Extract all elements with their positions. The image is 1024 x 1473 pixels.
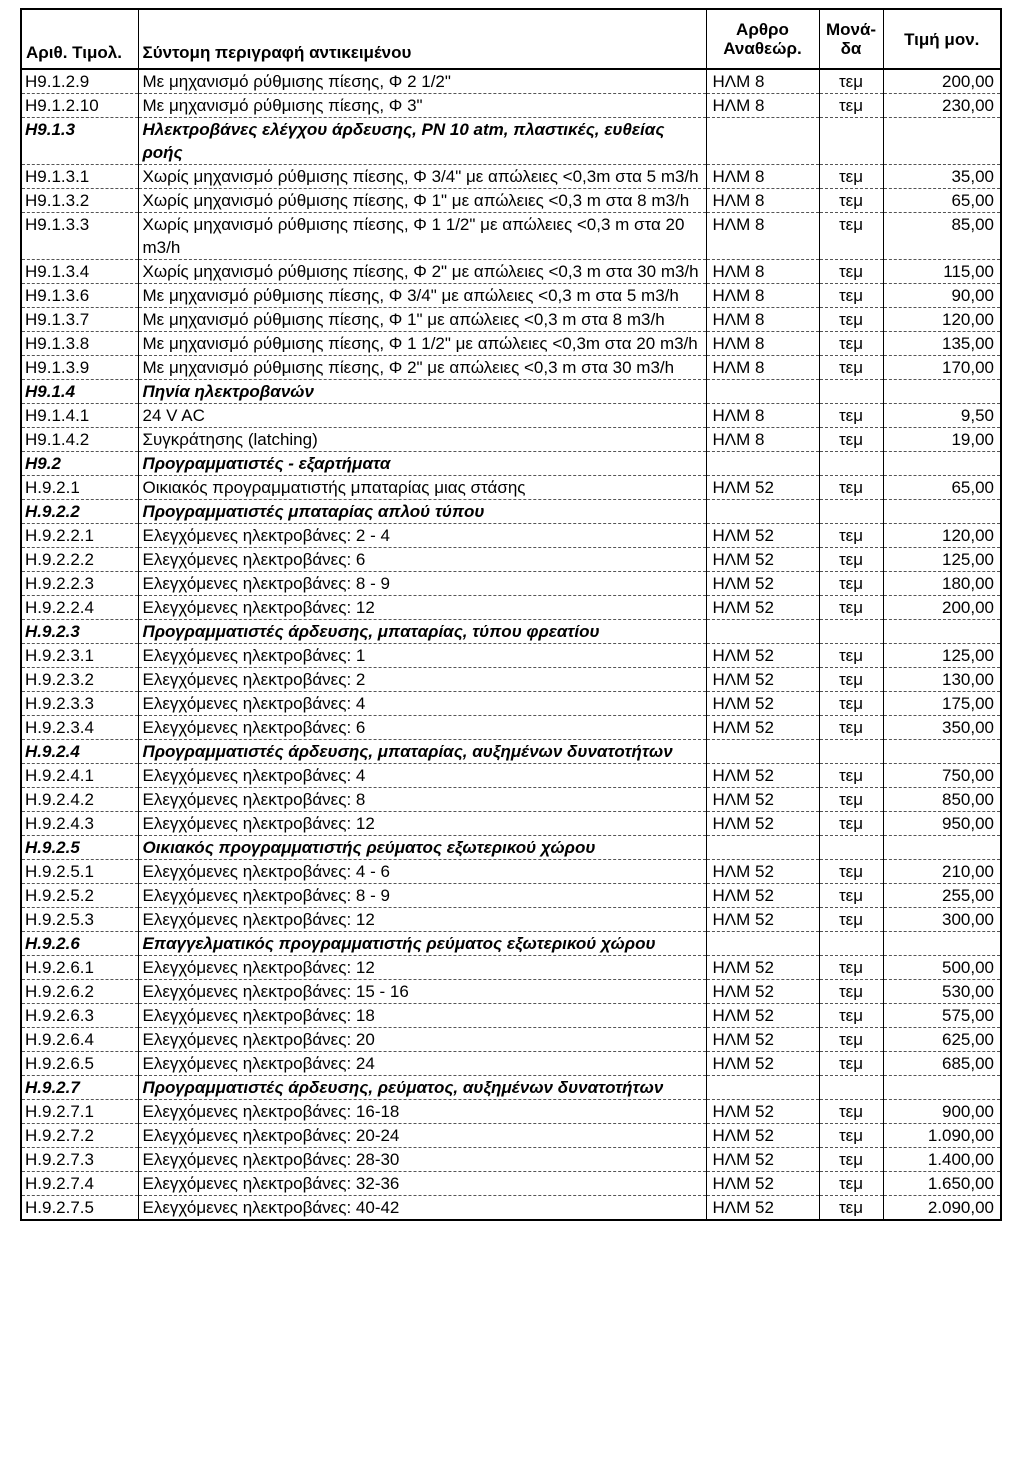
table-row [21, 1148, 1001, 1172]
header-price [883, 9, 1001, 69]
cell-unit: τεμ [819, 548, 883, 572]
table-row [21, 428, 1001, 452]
cell-price: 210,00 [883, 860, 1001, 884]
cell-article: ΗΛΜ 52 [706, 788, 819, 812]
cell-code: H.9.2.4.3 [21, 812, 138, 836]
cell-price: 2.090,00 [883, 1196, 1001, 1221]
cell-price: 35,00 [883, 165, 1001, 189]
cell-description: Με μηχανισμό ρύθμισης πίεσης, Φ 3" [138, 94, 706, 118]
cell-price: 255,00 [883, 884, 1001, 908]
cell-code: H.9.2.6.2 [21, 980, 138, 1004]
cell-article: ΗΛΜ 8 [706, 404, 819, 428]
cell-code: H.9.2.3 [21, 620, 138, 644]
cell-article: ΗΛΜ 8 [706, 213, 819, 260]
cell-price: 350,00 [883, 716, 1001, 740]
cell-price: 1.650,00 [883, 1172, 1001, 1196]
cell-article: ΗΛΜ 52 [706, 716, 819, 740]
cell-price: 180,00 [883, 572, 1001, 596]
cell-code: H.9.2.7 [21, 1076, 138, 1100]
table-row [21, 596, 1001, 620]
cell-code: H.9.2.6.1 [21, 956, 138, 980]
cell-code: H.9.2.2.2 [21, 548, 138, 572]
cell-code: H.9.2.4.2 [21, 788, 138, 812]
table-row [21, 1124, 1001, 1148]
cell-article: ΗΛΜ 52 [706, 884, 819, 908]
cell-code: H9.1.3.8 [21, 332, 138, 356]
cell-code: H9.1.4.1 [21, 404, 138, 428]
table-row [21, 165, 1001, 189]
table-row [21, 308, 1001, 332]
cell-description: Ελεγχόμενες ηλεκτροβάνες: 4 [138, 692, 706, 716]
cell-unit [819, 1076, 883, 1100]
cell-article [706, 932, 819, 956]
cell-description: Ελεγχόμενες ηλεκτροβάνες: 8 [138, 788, 706, 812]
cell-code: H.9.2.5 [21, 836, 138, 860]
cell-price: 900,00 [883, 1100, 1001, 1124]
cell-article: ΗΛΜ 8 [706, 165, 819, 189]
cell-unit: τεμ [819, 1124, 883, 1148]
cell-code: H.9.2.2.1 [21, 524, 138, 548]
cell-article: ΗΛΜ 52 [706, 1028, 819, 1052]
cell-unit: τεμ [819, 260, 883, 284]
cell-price: 1.090,00 [883, 1124, 1001, 1148]
cell-unit: τεμ [819, 1148, 883, 1172]
cell-description: Προγραμματιστές μπαταρίας απλού τύπου [138, 500, 706, 524]
cell-price [883, 380, 1001, 404]
cell-unit [819, 500, 883, 524]
cell-description: Χωρίς μηχανισμό ρύθμισης πίεσης, Φ 1 1/2" με απώλειες <0,3 m στα 20 m3/h [138, 213, 706, 260]
cell-description: Ελεγχόμενες ηλεκτροβάνες: 20 [138, 1028, 706, 1052]
cell-code: H.9.2.5.3 [21, 908, 138, 932]
cell-price [883, 452, 1001, 476]
section-row [21, 118, 1001, 165]
cell-unit: τεμ [819, 284, 883, 308]
cell-article: ΗΛΜ 52 [706, 1052, 819, 1076]
cell-price: 750,00 [883, 764, 1001, 788]
cell-code: H9.1.3.7 [21, 308, 138, 332]
cell-description: Ελεγχόμενες ηλεκτροβάνες: 32-36 [138, 1172, 706, 1196]
cell-code: H.9.2.3.1 [21, 644, 138, 668]
cell-unit [819, 380, 883, 404]
header-unit-line2: δα [840, 39, 862, 58]
cell-article [706, 1076, 819, 1100]
section-row [21, 380, 1001, 404]
cell-unit: τεμ [819, 884, 883, 908]
cell-price: 115,00 [883, 260, 1001, 284]
cell-unit: τεμ [819, 764, 883, 788]
cell-code: H.9.2.2.4 [21, 596, 138, 620]
cell-unit: τεμ [819, 668, 883, 692]
table-row [21, 260, 1001, 284]
section-row [21, 452, 1001, 476]
header-article-line2: Αναθεώρ. [723, 39, 802, 58]
cell-code: H.9.2.3.3 [21, 692, 138, 716]
cell-code: H9.1.4.2 [21, 428, 138, 452]
table-row [21, 908, 1001, 932]
cell-unit: τεμ [819, 716, 883, 740]
cell-description: Ελεγχόμενες ηλεκτροβάνες: 18 [138, 1004, 706, 1028]
table-row [21, 189, 1001, 213]
cell-code: H.9.2.7.1 [21, 1100, 138, 1124]
table-row [21, 1100, 1001, 1124]
cell-article: ΗΛΜ 52 [706, 548, 819, 572]
cell-description: Ελεγχόμενες ηλεκτροβάνες: 40-42 [138, 1196, 706, 1221]
cell-description: Ελεγχόμενες ηλεκτροβάνες: 8 - 9 [138, 572, 706, 596]
cell-description: Οικιακός προγραμματιστής μπαταρίας μιας στάσης [138, 476, 706, 500]
cell-unit: τεμ [819, 860, 883, 884]
section-row [21, 620, 1001, 644]
table-row [21, 69, 1001, 94]
cell-article: ΗΛΜ 8 [706, 332, 819, 356]
cell-price: 1.400,00 [883, 1148, 1001, 1172]
table-row [21, 716, 1001, 740]
cell-description: Ελεγχόμενες ηλεκτροβάνες: 24 [138, 1052, 706, 1076]
cell-unit: τεμ [819, 1196, 883, 1221]
cell-unit: τεμ [819, 1172, 883, 1196]
cell-price: 120,00 [883, 524, 1001, 548]
cell-description: Ελεγχόμενες ηλεκτροβάνες: 2 - 4 [138, 524, 706, 548]
table-row [21, 1004, 1001, 1028]
cell-article: ΗΛΜ 52 [706, 524, 819, 548]
table-row [21, 476, 1001, 500]
cell-price: 120,00 [883, 308, 1001, 332]
cell-price: 65,00 [883, 189, 1001, 213]
cell-article: ΗΛΜ 52 [706, 692, 819, 716]
cell-code: H.9.2.5.1 [21, 860, 138, 884]
cell-article: ΗΛΜ 52 [706, 572, 819, 596]
cell-description: Ελεγχόμενες ηλεκτροβάνες: 8 - 9 [138, 884, 706, 908]
cell-article: ΗΛΜ 52 [706, 1148, 819, 1172]
cell-article: ΗΛΜ 52 [706, 956, 819, 980]
table-row [21, 1196, 1001, 1221]
table-row [21, 284, 1001, 308]
cell-code: H.9.2.3.4 [21, 716, 138, 740]
cell-unit: τεμ [819, 692, 883, 716]
cell-price: 200,00 [883, 596, 1001, 620]
cell-price: 230,00 [883, 94, 1001, 118]
cell-unit [819, 740, 883, 764]
cell-price [883, 500, 1001, 524]
cell-unit: τεμ [819, 189, 883, 213]
cell-article: ΗΛΜ 52 [706, 476, 819, 500]
cell-description: Επαγγελματικός προγραμματιστής ρεύματος εξωτερικού χώρου [138, 932, 706, 956]
cell-price: 175,00 [883, 692, 1001, 716]
cell-price: 135,00 [883, 332, 1001, 356]
cell-code: H.9.2.7.5 [21, 1196, 138, 1221]
header-code [21, 9, 138, 69]
cell-unit: τεμ [819, 956, 883, 980]
cell-price: 85,00 [883, 213, 1001, 260]
cell-price: 125,00 [883, 644, 1001, 668]
cell-price: 530,00 [883, 980, 1001, 1004]
cell-unit: τεμ [819, 476, 883, 500]
cell-price: 130,00 [883, 668, 1001, 692]
cell-description: Ηλεκτροβάνες ελέγχου άρδευσης, PN 10 atm, πλαστικές, ευθείας ροής [138, 118, 706, 165]
cell-unit: τεμ [819, 404, 883, 428]
cell-price [883, 836, 1001, 860]
cell-price [883, 740, 1001, 764]
cell-code: H9.1.3.4 [21, 260, 138, 284]
cell-unit: τεμ [819, 980, 883, 1004]
cell-description: Ελεγχόμενες ηλεκτροβάνες: 12 [138, 812, 706, 836]
cell-description: Προγραμματιστές άρδευσης, μπαταρίας, αυξημένων δυνατοτήτων [138, 740, 706, 764]
cell-code: H.9.2.3.2 [21, 668, 138, 692]
cell-article: ΗΛΜ 8 [706, 308, 819, 332]
cell-unit: τεμ [819, 644, 883, 668]
cell-unit [819, 118, 883, 165]
cell-code: H.9.2.2.3 [21, 572, 138, 596]
cell-code: H9.1.4 [21, 380, 138, 404]
cell-unit: τεμ [819, 356, 883, 380]
cell-unit: τεμ [819, 1004, 883, 1028]
cell-code: H.9.2.7.2 [21, 1124, 138, 1148]
cell-price [883, 620, 1001, 644]
cell-price: 65,00 [883, 476, 1001, 500]
cell-article: ΗΛΜ 8 [706, 94, 819, 118]
header-article [706, 9, 819, 69]
cell-article [706, 118, 819, 165]
cell-article: ΗΛΜ 52 [706, 596, 819, 620]
price-list-page [20, 8, 1000, 1221]
cell-price: 850,00 [883, 788, 1001, 812]
cell-unit: τεμ [819, 165, 883, 189]
cell-description: Προγραμματιστές άρδευσης, μπαταρίας, τύπου φρεατίου [138, 620, 706, 644]
cell-article [706, 620, 819, 644]
cell-price [883, 1076, 1001, 1100]
cell-article: ΗΛΜ 52 [706, 644, 819, 668]
cell-article: ΗΛΜ 8 [706, 189, 819, 213]
header-unit-line1: Μονά- [825, 20, 877, 39]
cell-unit: τεμ [819, 572, 883, 596]
cell-description: Προγραμματιστές - εξαρτήματα [138, 452, 706, 476]
cell-unit: τεμ [819, 1052, 883, 1076]
cell-price: 575,00 [883, 1004, 1001, 1028]
cell-code: H9.1.3.3 [21, 213, 138, 260]
cell-description: Ελεγχόμενες ηλεκτροβάνες: 28-30 [138, 1148, 706, 1172]
cell-description: Ελεγχόμενες ηλεκτροβάνες: 6 [138, 548, 706, 572]
cell-description: 24 V AC [138, 404, 706, 428]
cell-code: H9.1.3.1 [21, 165, 138, 189]
section-row [21, 500, 1001, 524]
cell-unit: τεμ [819, 332, 883, 356]
cell-unit [819, 452, 883, 476]
cell-article: ΗΛΜ 52 [706, 812, 819, 836]
table-row [21, 213, 1001, 260]
cell-description: Με μηχανισμό ρύθμισης πίεσης, Φ 1 1/2" με απώλειες <0,3m στα 20 m3/h [138, 332, 706, 356]
cell-description: Ελεγχόμενες ηλεκτροβάνες: 12 [138, 956, 706, 980]
cell-code: H9.1.3.6 [21, 284, 138, 308]
table-row [21, 764, 1001, 788]
table-row [21, 644, 1001, 668]
cell-code: H.9.2.7.3 [21, 1148, 138, 1172]
table-row [21, 692, 1001, 716]
cell-article: ΗΛΜ 8 [706, 69, 819, 94]
table-row [21, 404, 1001, 428]
cell-description: Ελεγχόμενες ηλεκτροβάνες: 16-18 [138, 1100, 706, 1124]
cell-description: Με μηχανισμό ρύθμισης πίεσης, Φ 2 1/2" [138, 69, 706, 94]
table-header-row [21, 9, 1001, 69]
section-row [21, 1076, 1001, 1100]
cell-article: ΗΛΜ 8 [706, 284, 819, 308]
cell-article: ΗΛΜ 52 [706, 668, 819, 692]
table-row [21, 356, 1001, 380]
cell-article: ΗΛΜ 8 [706, 428, 819, 452]
table-row [21, 980, 1001, 1004]
cell-article [706, 380, 819, 404]
cell-unit [819, 932, 883, 956]
cell-price: 500,00 [883, 956, 1001, 980]
cell-price [883, 932, 1001, 956]
cell-description: Ελεγχόμενες ηλεκτροβάνες: 2 [138, 668, 706, 692]
table-row [21, 860, 1001, 884]
header-unit [819, 9, 883, 69]
cell-article: ΗΛΜ 8 [706, 356, 819, 380]
table-row [21, 1052, 1001, 1076]
cell-price [883, 118, 1001, 165]
table-row [21, 1172, 1001, 1196]
cell-article: ΗΛΜ 52 [706, 1172, 819, 1196]
cell-article: ΗΛΜ 8 [706, 260, 819, 284]
header-article-line1: Αρθρο [736, 20, 789, 39]
cell-article: ΗΛΜ 52 [706, 1196, 819, 1221]
cell-code: H9.1.3 [21, 118, 138, 165]
cell-article: ΗΛΜ 52 [706, 764, 819, 788]
cell-code: H9.1.2.9 [21, 69, 138, 94]
cell-code: H.9.2.4.1 [21, 764, 138, 788]
cell-unit: τεμ [819, 788, 883, 812]
cell-description: Πηνία ηλεκτροβανών [138, 380, 706, 404]
cell-unit: τεμ [819, 908, 883, 932]
table-row [21, 668, 1001, 692]
section-row [21, 836, 1001, 860]
cell-description: Χωρίς μηχανισμό ρύθμισης πίεσης, Φ 2" με απώλειες <0,3 m στα 30 m3/h [138, 260, 706, 284]
cell-description: Με μηχανισμό ρύθμισης πίεσης, Φ 2" με απώλειες <0,3 m στα 30 m3/h [138, 356, 706, 380]
cell-description: Χωρίς μηχανισμό ρύθμισης πίεσης, Φ 3/4" με απώλειες <0,3m στα 5 m3/h [138, 165, 706, 189]
cell-code: H.9.2.6 [21, 932, 138, 956]
cell-unit: τεμ [819, 812, 883, 836]
cell-description: Ελεγχόμενες ηλεκτροβάνες: 20-24 [138, 1124, 706, 1148]
table-row [21, 1028, 1001, 1052]
table-row [21, 956, 1001, 980]
cell-description: Ελεγχόμενες ηλεκτροβάνες: 4 [138, 764, 706, 788]
cell-unit: τεμ [819, 213, 883, 260]
cell-code: H9.1.3.9 [21, 356, 138, 380]
cell-unit: τεμ [819, 1028, 883, 1052]
table-row [21, 332, 1001, 356]
cell-price: 170,00 [883, 356, 1001, 380]
cell-code: H.9.2.5.2 [21, 884, 138, 908]
header-code-text: Αριθ. Τιμολ. [26, 43, 122, 62]
cell-code: H9.2 [21, 452, 138, 476]
cell-article: ΗΛΜ 52 [706, 1100, 819, 1124]
table-row [21, 94, 1001, 118]
cell-description: Ελεγχόμενες ηλεκτροβάνες: 15 - 16 [138, 980, 706, 1004]
header-description [138, 9, 706, 69]
cell-description: Προγραμματιστές άρδευσης, ρεύματος, αυξημένων δυνατοτήτων [138, 1076, 706, 1100]
cell-price: 125,00 [883, 548, 1001, 572]
cell-description: Με μηχανισμό ρύθμισης πίεσης, Φ 3/4" με απώλειες <0,3 m στα 5 m3/h [138, 284, 706, 308]
cell-description: Ελεγχόμενες ηλεκτροβάνες: 12 [138, 596, 706, 620]
cell-code: H.9.2.6.3 [21, 1004, 138, 1028]
cell-description: Χωρίς μηχανισμό ρύθμισης πίεσης, Φ 1" με απώλειες <0,3 m στα 8 m3/h [138, 189, 706, 213]
cell-unit: τεμ [819, 596, 883, 620]
cell-code: H.9.2.6.4 [21, 1028, 138, 1052]
cell-description: Ελεγχόμενες ηλεκτροβάνες: 12 [138, 908, 706, 932]
table-row [21, 524, 1001, 548]
cell-price: 19,00 [883, 428, 1001, 452]
cell-article [706, 836, 819, 860]
cell-unit: τεμ [819, 94, 883, 118]
table-row [21, 572, 1001, 596]
cell-article [706, 500, 819, 524]
cell-price: 950,00 [883, 812, 1001, 836]
cell-article: ΗΛΜ 52 [706, 980, 819, 1004]
cell-code: H.9.2.1 [21, 476, 138, 500]
cell-code: H9.1.2.10 [21, 94, 138, 118]
cell-code: H9.1.3.2 [21, 189, 138, 213]
cell-unit: τεμ [819, 308, 883, 332]
table-row [21, 788, 1001, 812]
cell-article: ΗΛΜ 52 [706, 908, 819, 932]
cell-price: 300,00 [883, 908, 1001, 932]
header-description-text: Σύντομη περιγραφή αντικειμένου [142, 43, 412, 62]
cell-code: H.9.2.2 [21, 500, 138, 524]
cell-price: 625,00 [883, 1028, 1001, 1052]
cell-description: Με μηχανισμό ρύθμισης πίεσης, Φ 1" με απώλειες <0,3 m στα 8 m3/h [138, 308, 706, 332]
cell-article: ΗΛΜ 52 [706, 1004, 819, 1028]
cell-price: 200,00 [883, 69, 1001, 94]
cell-description: Οικιακός προγραμματιστής ρεύματος εξωτερικού χώρου [138, 836, 706, 860]
cell-unit: τεμ [819, 69, 883, 94]
header-price-text: Τιμή μον. [904, 29, 980, 49]
cell-price: 9,50 [883, 404, 1001, 428]
cell-code: H.9.2.6.5 [21, 1052, 138, 1076]
cell-unit: τεμ [819, 1100, 883, 1124]
cell-description: Ελεγχόμενες ηλεκτροβάνες: 6 [138, 716, 706, 740]
cell-unit: τεμ [819, 428, 883, 452]
cell-code: H.9.2.7.4 [21, 1172, 138, 1196]
cell-article: ΗΛΜ 52 [706, 1124, 819, 1148]
cell-description: Συγκράτησης (latching) [138, 428, 706, 452]
price-table [20, 8, 1002, 1221]
table-row [21, 548, 1001, 572]
cell-description: Ελεγχόμενες ηλεκτροβάνες: 1 [138, 644, 706, 668]
cell-article: ΗΛΜ 52 [706, 860, 819, 884]
cell-article [706, 740, 819, 764]
cell-article [706, 452, 819, 476]
section-row [21, 932, 1001, 956]
table-row [21, 812, 1001, 836]
cell-price: 90,00 [883, 284, 1001, 308]
cell-price: 685,00 [883, 1052, 1001, 1076]
cell-description: Ελεγχόμενες ηλεκτροβάνες: 4 - 6 [138, 860, 706, 884]
section-row [21, 740, 1001, 764]
cell-unit: τεμ [819, 524, 883, 548]
cell-code: H.9.2.4 [21, 740, 138, 764]
cell-unit [819, 620, 883, 644]
table-row [21, 884, 1001, 908]
cell-unit [819, 836, 883, 860]
